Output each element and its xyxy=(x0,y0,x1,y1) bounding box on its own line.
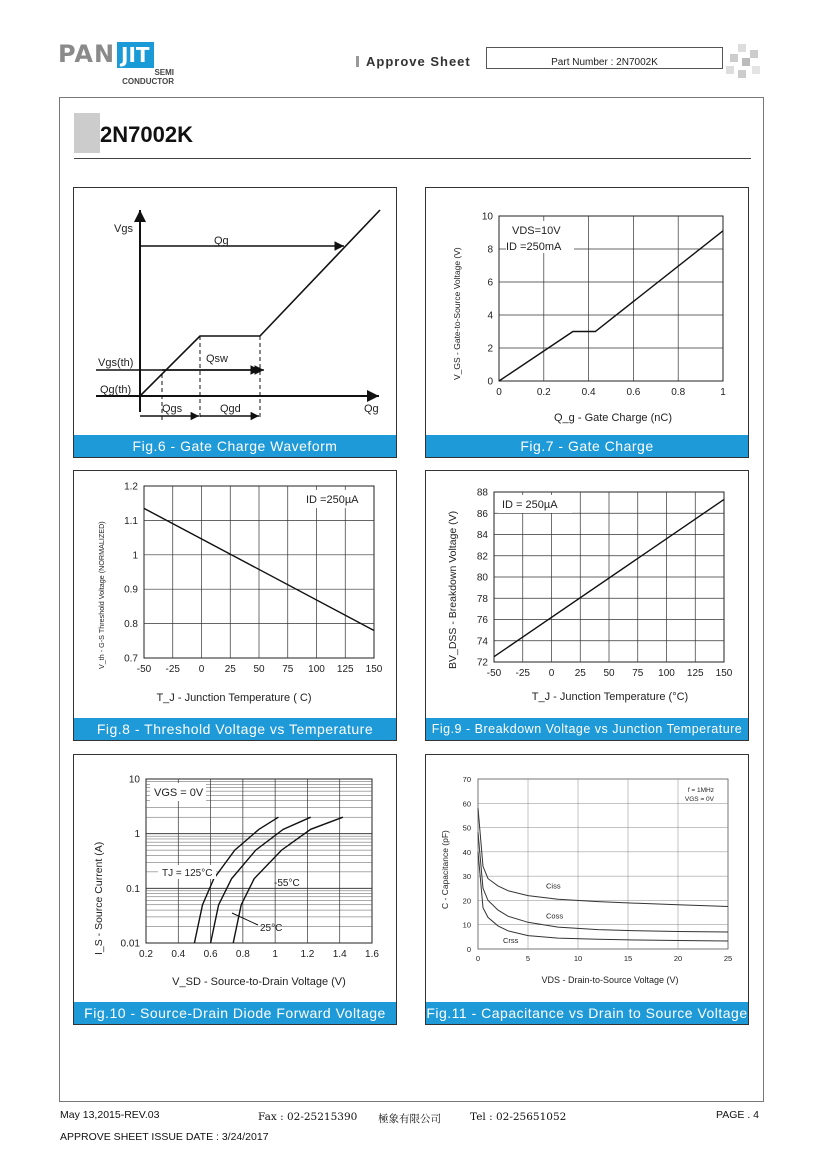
logo-sub-semi: SEMI xyxy=(154,68,174,77)
svg-fig8-ytick-label: 0.7 xyxy=(124,653,138,665)
fig6-waveform xyxy=(140,210,380,396)
svg-fig7-xtick-label: 0.2 xyxy=(536,387,551,398)
svg-fig8-xtick-label: 150 xyxy=(365,664,383,675)
svg-fig7-ytick-label: 4 xyxy=(487,310,493,322)
fig8-y-axis-label: V_th - G-S Threshold Voltage (NORMALIZED) xyxy=(97,521,106,669)
fig11-annotation-freq: f = 1MHz xyxy=(687,787,714,794)
fig6-qsw-label: Qsw xyxy=(206,353,228,365)
fig6-qg-label: Qg xyxy=(214,235,229,247)
fig11-xtick-label: 5 xyxy=(525,954,531,963)
logo-sub-conductor: CONDUCTOR xyxy=(122,77,174,86)
svg-fig9-xtick-label: 150 xyxy=(715,668,733,679)
fig8-annotation-id: ID =250µA xyxy=(306,494,359,506)
fig11-annotation-vgs: VGS = 0V xyxy=(684,796,714,803)
fig11-crss-label: Crss xyxy=(503,935,519,945)
svg-fig8-ytick-label: 0.8 xyxy=(124,619,138,631)
fig7-caption: Fig.7 - Gate Charge xyxy=(426,435,748,457)
fig6-qgs-label: Qgs xyxy=(162,403,183,415)
fig10-y-axis-label: I_S - Source Current (A) xyxy=(93,841,105,955)
svg-fig8-xtick-label: 50 xyxy=(253,664,265,675)
svg-fig7-xtick-label: 1 xyxy=(720,387,726,398)
fig11-plot-area xyxy=(478,779,728,949)
svg-fig9-ytick-label: 74 xyxy=(476,636,488,648)
fig6-x-label: Qg xyxy=(364,403,379,415)
fig11-ytick-label: 50 xyxy=(462,823,471,833)
svg-fig9-xtick-label: 75 xyxy=(632,668,644,679)
svg-fig8-xtick-label: 25 xyxy=(224,664,236,675)
fig6-qgd-label: Qgd xyxy=(220,403,241,415)
svg-fig9-xtick-label: 100 xyxy=(658,668,675,679)
svg-fig7-ytick-label: 10 xyxy=(481,211,493,223)
svg-fig9-xtick-label: 125 xyxy=(686,668,704,679)
fig10-caption: Fig.10 - Source-Drain Diode Forward Voltage xyxy=(74,1002,396,1024)
svg-fig8-ytick-label: 1.2 xyxy=(124,481,138,493)
svg-fig9-ytick-label: 76 xyxy=(476,615,488,626)
corner-checker-decoration xyxy=(726,44,762,80)
svg-fig8-xtick-label: -50 xyxy=(136,664,152,675)
fig9-caption: Fig.9 - Breakdown Voltage vs Junction Temperature xyxy=(426,718,748,740)
svg-fig9-ytick-label: 72 xyxy=(476,657,488,669)
svg-fig7-ytick-label: 6 xyxy=(487,277,493,289)
panel-fig11 xyxy=(425,754,749,1025)
svg-fig9-ytick-label: 78 xyxy=(476,593,488,605)
fig11-ytick-label: 70 xyxy=(462,775,471,784)
fig10-ytick-label: 0.1 xyxy=(126,883,140,895)
fig6-vgsth-label: Vgs(th) xyxy=(98,357,134,369)
fig10-annotation-25c: 25°C xyxy=(260,923,283,934)
svg-fig9-ytick-label: 84 xyxy=(476,530,488,541)
fig9-breakdown-chart xyxy=(426,471,748,718)
panel-fig10 xyxy=(73,754,397,1025)
svg-fig8-xtick-label: 75 xyxy=(282,664,294,675)
page-number: PAGE . 4 xyxy=(716,1109,759,1121)
fig10-plot-area xyxy=(146,779,372,943)
page-title: 2N7002K xyxy=(100,122,193,147)
company-logo xyxy=(58,40,208,86)
fig7-x-axis-label: Q_g - Gate Charge (nC) xyxy=(554,412,672,424)
svg-fig7-xtick-label: 0.4 xyxy=(581,387,596,398)
svg-fig7-ytick-label: 2 xyxy=(487,343,493,355)
svg-fig9-xtick-label: -25 xyxy=(515,668,530,679)
svg-fig8-xtick-label: -25 xyxy=(165,664,180,675)
fig6-caption: Fig.6 - Gate Charge Waveform xyxy=(74,435,396,457)
fig11-caption: Fig.11 - Capacitance vs Drain to Source Voltage xyxy=(426,1002,748,1024)
fig11-xtick-label: 25 xyxy=(723,954,733,963)
fig10-xtick-label: 0.8 xyxy=(235,949,250,960)
company-name: 極象有限公司 xyxy=(378,1113,441,1125)
fig8-caption: Fig.8 - Threshold Voltage vs Temperature xyxy=(74,718,396,740)
svg-fig9-ytick-label: 88 xyxy=(476,487,488,499)
fig11-ytick-label: 10 xyxy=(462,920,471,930)
fig11-ciss-label: Ciss xyxy=(546,881,561,891)
fig6-gate-charge-waveform xyxy=(74,188,396,435)
fig10-ytick-label: 10 xyxy=(128,774,140,786)
svg-fig9-xtick-label: 50 xyxy=(603,668,615,679)
fig11-ytick-label: 40 xyxy=(462,847,471,857)
fig11-xtick-label: 0 xyxy=(475,954,481,963)
panel-fig6 xyxy=(73,187,397,458)
fig7-annotation-vds: VDS=10V xyxy=(512,225,561,237)
svg-fig7-ytick-label: 0 xyxy=(487,376,493,388)
svg-fig8-xtick-label: 0 xyxy=(198,664,205,675)
fig11-coss-label: Coss xyxy=(546,911,564,921)
title-rule xyxy=(74,158,751,159)
fig8-threshold-chart xyxy=(74,471,396,718)
svg-fig8-ytick-label: 1 xyxy=(132,550,138,562)
fig11-ytick-label: 60 xyxy=(462,799,471,809)
fig10-annotation-125c: TJ = 125°C xyxy=(162,868,213,879)
fig10-xtick-label: 0.2 xyxy=(139,949,153,960)
fig10-ytick-label: 1 xyxy=(134,829,140,841)
fig10-xtick-label: 1 xyxy=(272,949,278,960)
fig11-ytick-label: 30 xyxy=(462,872,471,882)
fig8-x-axis-label: T_J - Junction Temperature ( C) xyxy=(156,692,312,704)
panel-fig8 xyxy=(73,470,397,741)
panel-fig9 xyxy=(425,470,749,741)
fig11-x-axis-label: VDS - Drain-to-Source Voltage (V) xyxy=(541,975,679,985)
svg-fig8-ytick-label: 1.1 xyxy=(124,515,138,527)
logo-box: JIT xyxy=(117,42,154,68)
svg-fig8-xtick-label: 100 xyxy=(308,664,325,675)
issue-date: APPROVE SHEET ISSUE DATE : 3/24/2017 xyxy=(60,1131,269,1143)
fig6-qgth-label: Qg(th) xyxy=(100,384,132,396)
fig10-xtick-label: 1.6 xyxy=(365,949,379,960)
fig11-xtick-label: 15 xyxy=(623,954,633,963)
fig11-ytick-label: 20 xyxy=(462,896,471,906)
fig7-annotation-id: ID =250mA xyxy=(506,241,562,253)
svg-fig9-xtick-label: -50 xyxy=(486,668,502,679)
panel-fig7 xyxy=(425,187,749,458)
fax-number: Fax : 02-25215390 xyxy=(258,1111,358,1123)
svg-fig9-xtick-label: 0 xyxy=(548,668,555,679)
fig10-ytick-label: 0.01 xyxy=(120,938,140,950)
fig11-xtick-label: 20 xyxy=(673,954,683,963)
revision-date: May 13,2015-REV.03 xyxy=(60,1109,160,1121)
svg-fig9-ytick-label: 82 xyxy=(476,551,488,563)
svg-fig8-ytick-label: 0.9 xyxy=(124,584,138,596)
svg-fig7-xtick-label: 0 xyxy=(496,387,502,398)
fig7-gate-charge-chart xyxy=(426,188,748,435)
svg-fig7-ytick-label: 8 xyxy=(487,244,493,256)
fig10-x-axis-label: V_SD - Source-to-Drain Voltage (V) xyxy=(172,976,346,988)
svg-fig7-xtick-label: 0.8 xyxy=(671,387,686,398)
fig10-xtick-label: 1.2 xyxy=(300,949,315,960)
svg-fig9-ytick-label: 86 xyxy=(476,508,488,520)
approve-sheet-label: Approve Sheet xyxy=(356,54,471,69)
fig6-vgs-label: Vgs xyxy=(114,223,133,235)
part-number-box: Part Number : 2N7002K xyxy=(486,47,723,69)
fig9-annotation-id: ID = 250µA xyxy=(502,499,558,511)
fig10-annotation-55c: -55°C xyxy=(274,878,300,889)
logo-text: PAN xyxy=(58,40,116,68)
fig11-capacitance-chart xyxy=(426,755,748,1002)
fig10-annotation-vgs: VGS = 0V xyxy=(154,787,204,799)
fig10-xtick-label: 0.4 xyxy=(171,949,186,960)
svg-fig9-ytick-label: 80 xyxy=(476,572,488,584)
fig9-y-axis-label: BV_DSS - Breakdown Voltage (V) xyxy=(447,510,459,669)
fig11-ytick-label: 0 xyxy=(466,945,471,954)
fig10-xtick-label: 1.4 xyxy=(332,949,347,960)
fig7-y-axis-label: V_GS - Gate-to-Source Voltage (V) xyxy=(452,247,462,380)
fig11-y-axis-label: C - Capacitance (pF) xyxy=(440,830,450,909)
svg-fig8-xtick-label: 125 xyxy=(336,664,354,675)
fig11-xtick-label: 10 xyxy=(573,954,583,963)
fig10-diode-chart xyxy=(74,755,396,1002)
title-accent xyxy=(74,113,100,153)
svg-fig9-xtick-label: 25 xyxy=(574,668,586,679)
tel-number: Tel : 02-25651052 xyxy=(470,1111,567,1123)
fig9-x-axis-label: T_J - Junction Temperature (°C) xyxy=(531,691,689,703)
fig10-xtick-label: 0.6 xyxy=(203,949,218,960)
svg-fig7-xtick-label: 0.6 xyxy=(626,387,641,398)
